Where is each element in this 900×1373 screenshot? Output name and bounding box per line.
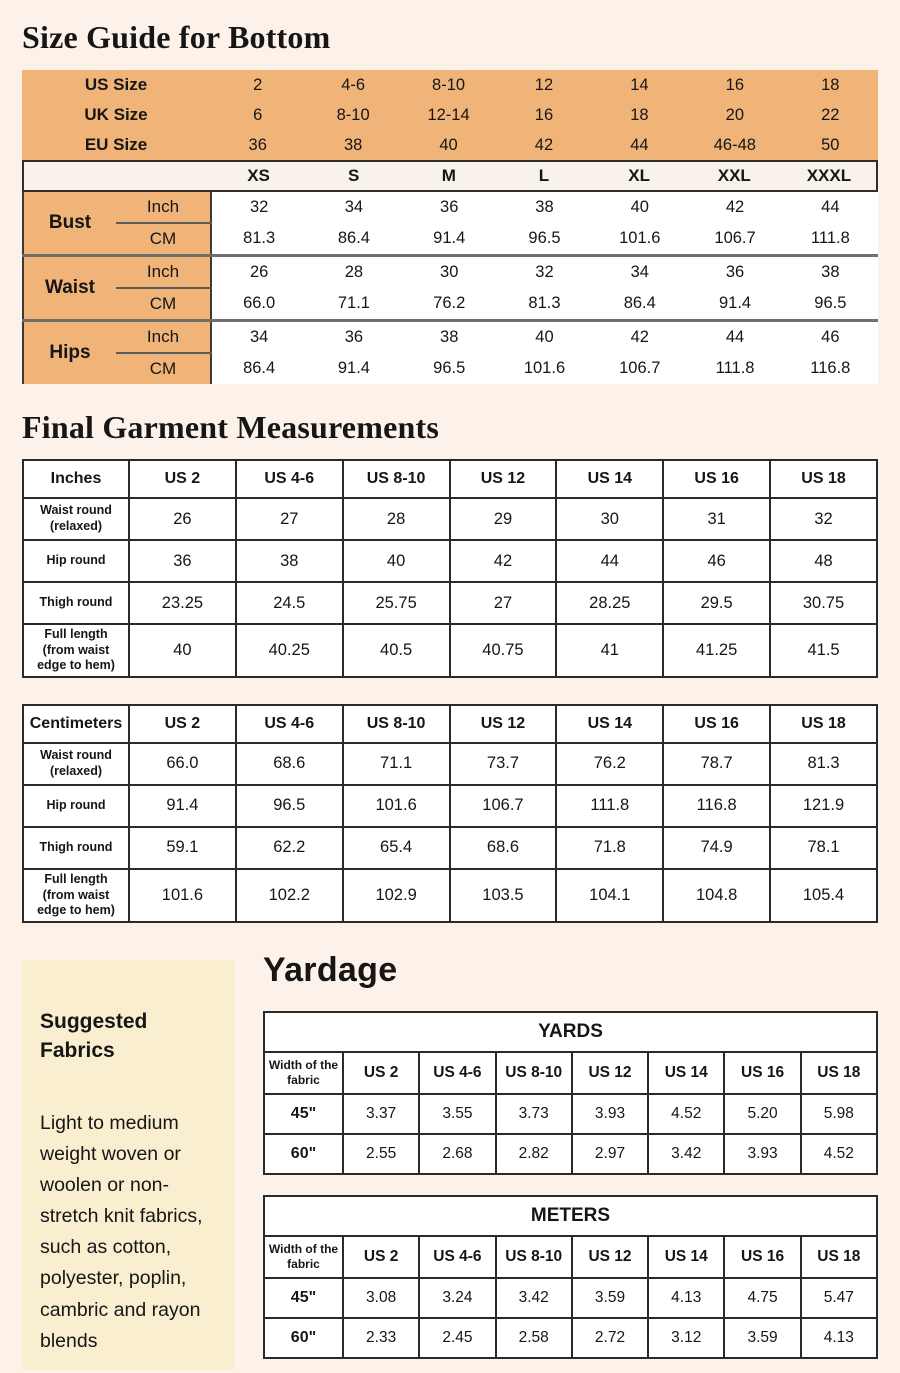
yardage-title: Yardage	[263, 950, 398, 989]
measure-value-cell: 46	[783, 321, 878, 354]
garment-value-cell: 38	[236, 540, 343, 582]
size-value-cell: 12-14	[401, 100, 496, 130]
size-conversion-table	[22, 70, 878, 160]
column-header-cell: US 2	[129, 705, 236, 743]
garment-table-centimeters	[22, 704, 878, 923]
garment-value-cell: 29	[450, 498, 557, 540]
measure-value-cell: 44	[783, 192, 878, 223]
garment-value-cell: 30	[556, 498, 663, 540]
garment-value-cell: 24.5	[236, 582, 343, 624]
full-length-row	[23, 624, 877, 677]
yardage-value-cell: 3.59	[572, 1278, 648, 1318]
garment-value-cell: 46	[663, 540, 770, 582]
row-label-cell: Waist round (relaxed)	[23, 498, 129, 540]
garment-value-cell: 40	[129, 624, 236, 677]
measure-value-cell: 96.5	[497, 223, 592, 256]
column-header-cell: US 4-6	[419, 1236, 495, 1278]
width-60-row	[264, 1134, 877, 1174]
yardage-value-cell: 2.45	[419, 1318, 495, 1358]
yards-table	[263, 1011, 878, 1175]
measure-label-waist: Waist	[23, 256, 116, 321]
measure-value-cell: 101.6	[497, 353, 592, 384]
column-header-cell: US 12	[450, 460, 557, 498]
letter-sizes-row	[22, 160, 878, 192]
column-header-cell: US 16	[663, 460, 770, 498]
column-header-cell: US 8-10	[496, 1236, 572, 1278]
measure-value-cell: 40	[592, 192, 687, 223]
garment-measurements-title: Final Garment Measurements	[22, 409, 439, 445]
yardage-value-cell: 3.24	[419, 1278, 495, 1318]
waist-round-row	[23, 498, 877, 540]
garment-value-cell: 40.25	[236, 624, 343, 677]
row-label-cell: 60"	[264, 1134, 343, 1174]
garment-value-cell: 41	[556, 624, 663, 677]
measure-value-cell: 38	[497, 192, 592, 223]
bust-inch-row	[23, 192, 878, 223]
measure-value-cell: 36	[687, 256, 782, 289]
uk-size-row	[22, 100, 878, 130]
garment-value-cell: 78.7	[663, 743, 770, 785]
suggested-fabrics-heading: Suggested Fabrics	[40, 1009, 148, 1063]
garment-value-cell: 62.2	[236, 827, 343, 869]
measure-value-cell: 86.4	[211, 353, 306, 384]
garment-value-cell: 78.1	[770, 827, 877, 869]
measure-value-cell: 40	[497, 321, 592, 354]
unit-label-inch: Inch	[116, 192, 211, 223]
waist-inch-row	[23, 256, 878, 289]
garment-value-cell: 25.75	[343, 582, 450, 624]
yardage-value-cell: 2.55	[343, 1134, 419, 1174]
garment-value-cell: 103.5	[450, 869, 557, 922]
row-label-cell: 45"	[264, 1278, 343, 1318]
yardage-value-cell: 4.13	[648, 1278, 724, 1318]
us-size-row	[22, 70, 878, 100]
measure-value-cell: 81.3	[497, 288, 592, 321]
column-header-cell: US 12	[572, 1236, 648, 1278]
body-measurements-table	[22, 192, 878, 384]
measure-value-cell: 86.4	[306, 223, 401, 256]
measure-value-cell: 42	[592, 321, 687, 354]
size-value-cell: 8-10	[401, 70, 496, 100]
yardage-column	[263, 951, 878, 1359]
yardage-value-cell: 3.59	[724, 1318, 800, 1358]
hips-inch-row	[23, 321, 878, 354]
measure-value-cell: 86.4	[592, 288, 687, 321]
bust-cm-row	[23, 223, 878, 256]
thigh-round-row	[23, 827, 877, 869]
size-value-cell: 14	[592, 70, 687, 100]
measure-value-cell: 81.3	[211, 223, 306, 256]
measure-value-cell: 36	[306, 321, 401, 354]
garment-value-cell: 42	[450, 540, 557, 582]
measure-value-cell: 91.4	[402, 223, 497, 256]
garment-value-cell: 40	[343, 540, 450, 582]
column-header-cell: US 16	[724, 1052, 800, 1094]
yardage-value-cell: 4.52	[648, 1094, 724, 1134]
row-label-cell: Full length (from waist edge to hem)	[23, 869, 129, 922]
garment-value-cell: 28.25	[556, 582, 663, 624]
eu-size-row	[22, 130, 878, 160]
measure-value-cell: 106.7	[687, 223, 782, 256]
garment-value-cell: 73.7	[450, 743, 557, 785]
size-value-cell: 18	[783, 70, 878, 100]
size-value-cell: 18	[592, 100, 687, 130]
measure-value-cell: 116.8	[783, 353, 878, 384]
measure-value-cell: 36	[402, 192, 497, 223]
garment-value-cell: 41.25	[663, 624, 770, 677]
measure-value-cell: 96.5	[783, 288, 878, 321]
row-label-cell: 60"	[264, 1318, 343, 1358]
garment-value-cell: 101.6	[343, 785, 450, 827]
suggested-fabrics-box	[22, 960, 235, 1370]
yardage-value-cell: 3.93	[724, 1134, 800, 1174]
row-label-uk-size: UK Size	[22, 100, 210, 130]
garment-value-cell: 40.5	[343, 624, 450, 677]
garment-value-cell: 36	[129, 540, 236, 582]
column-header-cell: US 4-6	[236, 705, 343, 743]
garment-value-cell: 111.8	[556, 785, 663, 827]
size-value-cell: 50	[783, 130, 878, 160]
measure-value-cell: 32	[211, 192, 306, 223]
size-value-cell: 6	[210, 100, 305, 130]
column-header-cell: US 14	[648, 1236, 724, 1278]
row-label-eu-size: EU Size	[22, 130, 210, 160]
garment-value-cell: 71.1	[343, 743, 450, 785]
yardage-value-cell: 2.58	[496, 1318, 572, 1358]
unit-label-cm: CM	[116, 223, 211, 256]
measure-value-cell: 42	[687, 192, 782, 223]
garment-value-cell: 104.1	[556, 869, 663, 922]
size-value-cell: 38	[305, 130, 400, 160]
garment-value-cell: 102.9	[343, 869, 450, 922]
yardage-value-cell: 2.68	[419, 1134, 495, 1174]
column-header-cell: US 8-10	[496, 1052, 572, 1094]
letter-size-cell: L	[496, 161, 591, 191]
thigh-round-row	[23, 582, 877, 624]
column-header-cell: US 16	[724, 1236, 800, 1278]
column-header-cell: US 14	[556, 705, 663, 743]
header-row	[23, 460, 877, 498]
column-header-cell: US 18	[770, 460, 877, 498]
garment-value-cell: 44	[556, 540, 663, 582]
column-header-cell: US 8-10	[343, 460, 450, 498]
garment-value-cell: 23.25	[129, 582, 236, 624]
unit-label-inch: Inch	[116, 321, 211, 354]
yardage-value-cell: 2.97	[572, 1134, 648, 1174]
hip-round-row	[23, 540, 877, 582]
table-title-row	[264, 1012, 877, 1052]
header-row	[264, 1236, 877, 1278]
letter-size-cell: XXXL	[782, 161, 877, 191]
yardage-value-cell: 3.08	[343, 1278, 419, 1318]
size-value-cell: 4-6	[305, 70, 400, 100]
yardage-value-cell: 3.73	[496, 1094, 572, 1134]
yardage-value-cell: 5.47	[801, 1278, 877, 1318]
size-value-cell: 44	[592, 130, 687, 160]
letter-size-cell: S	[306, 161, 401, 191]
meters-table	[263, 1195, 878, 1359]
column-header-cell: US 14	[648, 1052, 724, 1094]
garment-value-cell: 81.3	[770, 743, 877, 785]
yards-table-title: YARDS	[264, 1012, 877, 1052]
size-value-cell: 2	[210, 70, 305, 100]
fabric-width-header: Width of the fabric	[264, 1052, 343, 1094]
garment-table-inches	[22, 459, 878, 678]
garment-value-cell: 71.8	[556, 827, 663, 869]
yardage-value-cell: 4.75	[724, 1278, 800, 1318]
size-value-cell: 22	[783, 100, 878, 130]
measure-value-cell: 71.1	[306, 288, 401, 321]
measure-value-cell: 34	[592, 256, 687, 289]
hip-round-row	[23, 785, 877, 827]
garment-value-cell: 104.8	[663, 869, 770, 922]
meters-table-title: METERS	[264, 1196, 877, 1236]
garment-value-cell: 106.7	[450, 785, 557, 827]
waist-cm-row	[23, 288, 878, 321]
size-value-cell: 36	[210, 130, 305, 160]
letter-size-cell: XS	[211, 161, 306, 191]
garment-value-cell: 76.2	[556, 743, 663, 785]
garment-value-cell: 28	[343, 498, 450, 540]
size-value-cell: 16	[687, 70, 782, 100]
yardage-value-cell: 2.33	[343, 1318, 419, 1358]
garment-value-cell: 96.5	[236, 785, 343, 827]
garment-value-cell: 121.9	[770, 785, 877, 827]
measure-value-cell: 34	[211, 321, 306, 354]
column-header-cell: US 14	[556, 460, 663, 498]
unit-label-cm: CM	[116, 288, 211, 321]
size-value-cell: 46-48	[687, 130, 782, 160]
measure-value-cell: 66.0	[211, 288, 306, 321]
size-value-cell: 42	[496, 130, 591, 160]
measure-value-cell: 38	[783, 256, 878, 289]
size-value-cell: 8-10	[305, 100, 400, 130]
garment-value-cell: 105.4	[770, 869, 877, 922]
column-header-cell: US 18	[770, 705, 877, 743]
unit-header-inches: Inches	[23, 460, 129, 498]
row-label-cell: Full length (from waist edge to hem)	[23, 624, 129, 677]
column-header-cell: US 18	[801, 1236, 877, 1278]
garment-value-cell: 32	[770, 498, 877, 540]
yardage-value-cell: 4.13	[801, 1318, 877, 1358]
column-header-cell: US 2	[129, 460, 236, 498]
measure-value-cell: 32	[497, 256, 592, 289]
row-label-cell: Thigh round	[23, 827, 129, 869]
measure-value-cell: 28	[306, 256, 401, 289]
garment-value-cell: 31	[663, 498, 770, 540]
column-header-cell: US 2	[343, 1052, 419, 1094]
column-header-cell: US 8-10	[343, 705, 450, 743]
yardage-value-cell: 3.12	[648, 1318, 724, 1358]
garment-value-cell: 27	[236, 498, 343, 540]
unit-label-cm: CM	[116, 353, 211, 384]
unit-header-centimeters: Centimeters	[23, 705, 129, 743]
garment-value-cell: 68.6	[450, 827, 557, 869]
yardage-value-cell: 3.42	[496, 1278, 572, 1318]
yardage-value-cell: 3.37	[343, 1094, 419, 1134]
garment-value-cell: 40.75	[450, 624, 557, 677]
garment-value-cell: 41.5	[770, 624, 877, 677]
column-header-cell: US 4-6	[419, 1052, 495, 1094]
measure-value-cell: 111.8	[783, 223, 878, 256]
garment-value-cell: 102.2	[236, 869, 343, 922]
letter-size-cell: XL	[592, 161, 687, 191]
row-label-cell: Hip round	[23, 540, 129, 582]
width-60-row	[264, 1318, 877, 1358]
row-label-cell: 45"	[264, 1094, 343, 1134]
measure-value-cell: 111.8	[687, 353, 782, 384]
row-label-cell: Waist round (relaxed)	[23, 743, 129, 785]
measure-value-cell: 38	[402, 321, 497, 354]
measure-label-hips: Hips	[23, 321, 116, 385]
row-label-us-size: US Size	[22, 70, 210, 100]
yardage-value-cell: 3.93	[572, 1094, 648, 1134]
letter-size-cell: M	[401, 161, 496, 191]
size-value-cell: 40	[401, 130, 496, 160]
measure-value-cell: 76.2	[402, 288, 497, 321]
full-length-row	[23, 869, 877, 922]
garment-value-cell: 65.4	[343, 827, 450, 869]
size-value-cell: 16	[496, 100, 591, 130]
measure-value-cell: 26	[211, 256, 306, 289]
size-value-cell: 20	[687, 100, 782, 130]
measure-value-cell: 106.7	[592, 353, 687, 384]
measure-value-cell: 101.6	[592, 223, 687, 256]
garment-value-cell: 29.5	[663, 582, 770, 624]
yardage-value-cell: 4.52	[801, 1134, 877, 1174]
yardage-value-cell: 2.72	[572, 1318, 648, 1358]
yardage-section	[22, 951, 878, 1373]
garment-value-cell: 74.9	[663, 827, 770, 869]
measure-value-cell: 34	[306, 192, 401, 223]
letter-sizes-empty-cell	[23, 161, 211, 191]
row-label-cell: Thigh round	[23, 582, 129, 624]
page-title: Size Guide for Bottom	[22, 19, 331, 55]
measure-value-cell: 91.4	[306, 353, 401, 384]
size-value-cell: 12	[496, 70, 591, 100]
garment-value-cell: 66.0	[129, 743, 236, 785]
garment-value-cell: 48	[770, 540, 877, 582]
column-header-cell: US 18	[801, 1052, 877, 1094]
column-header-cell: US 12	[450, 705, 557, 743]
suggested-fabrics-text: Light to medium weight woven or woolen or non-stretch knit fabrics, such as cotton, polyester, poplin, cambric and rayon blends	[40, 1111, 203, 1352]
waist-round-row	[23, 743, 877, 785]
fabric-width-header: Width of the fabric	[264, 1236, 343, 1278]
row-label-cell: Hip round	[23, 785, 129, 827]
garment-value-cell: 26	[129, 498, 236, 540]
letter-size-cell: XXL	[687, 161, 782, 191]
width-45-row	[264, 1278, 877, 1318]
measure-value-cell: 91.4	[687, 288, 782, 321]
width-45-row	[264, 1094, 877, 1134]
yardage-value-cell: 3.42	[648, 1134, 724, 1174]
garment-value-cell: 116.8	[663, 785, 770, 827]
yardage-value-cell: 5.20	[724, 1094, 800, 1134]
yardage-value-cell: 3.55	[419, 1094, 495, 1134]
garment-value-cell: 68.6	[236, 743, 343, 785]
unit-label-inch: Inch	[116, 256, 211, 289]
measure-value-cell: 44	[687, 321, 782, 354]
column-header-cell: US 16	[663, 705, 770, 743]
column-header-cell: US 12	[572, 1052, 648, 1094]
measure-value-cell: 30	[402, 256, 497, 289]
hips-cm-row	[23, 353, 878, 384]
garment-value-cell: 59.1	[129, 827, 236, 869]
yardage-value-cell: 2.82	[496, 1134, 572, 1174]
column-header-cell: US 2	[343, 1236, 419, 1278]
header-row	[264, 1052, 877, 1094]
measure-label-bust: Bust	[23, 192, 116, 256]
garment-value-cell: 27	[450, 582, 557, 624]
measure-value-cell: 96.5	[402, 353, 497, 384]
garment-value-cell: 101.6	[129, 869, 236, 922]
header-row	[23, 705, 877, 743]
yardage-value-cell: 5.98	[801, 1094, 877, 1134]
garment-value-cell: 30.75	[770, 582, 877, 624]
table-title-row	[264, 1196, 877, 1236]
garment-value-cell: 91.4	[129, 785, 236, 827]
column-header-cell: US 4-6	[236, 460, 343, 498]
